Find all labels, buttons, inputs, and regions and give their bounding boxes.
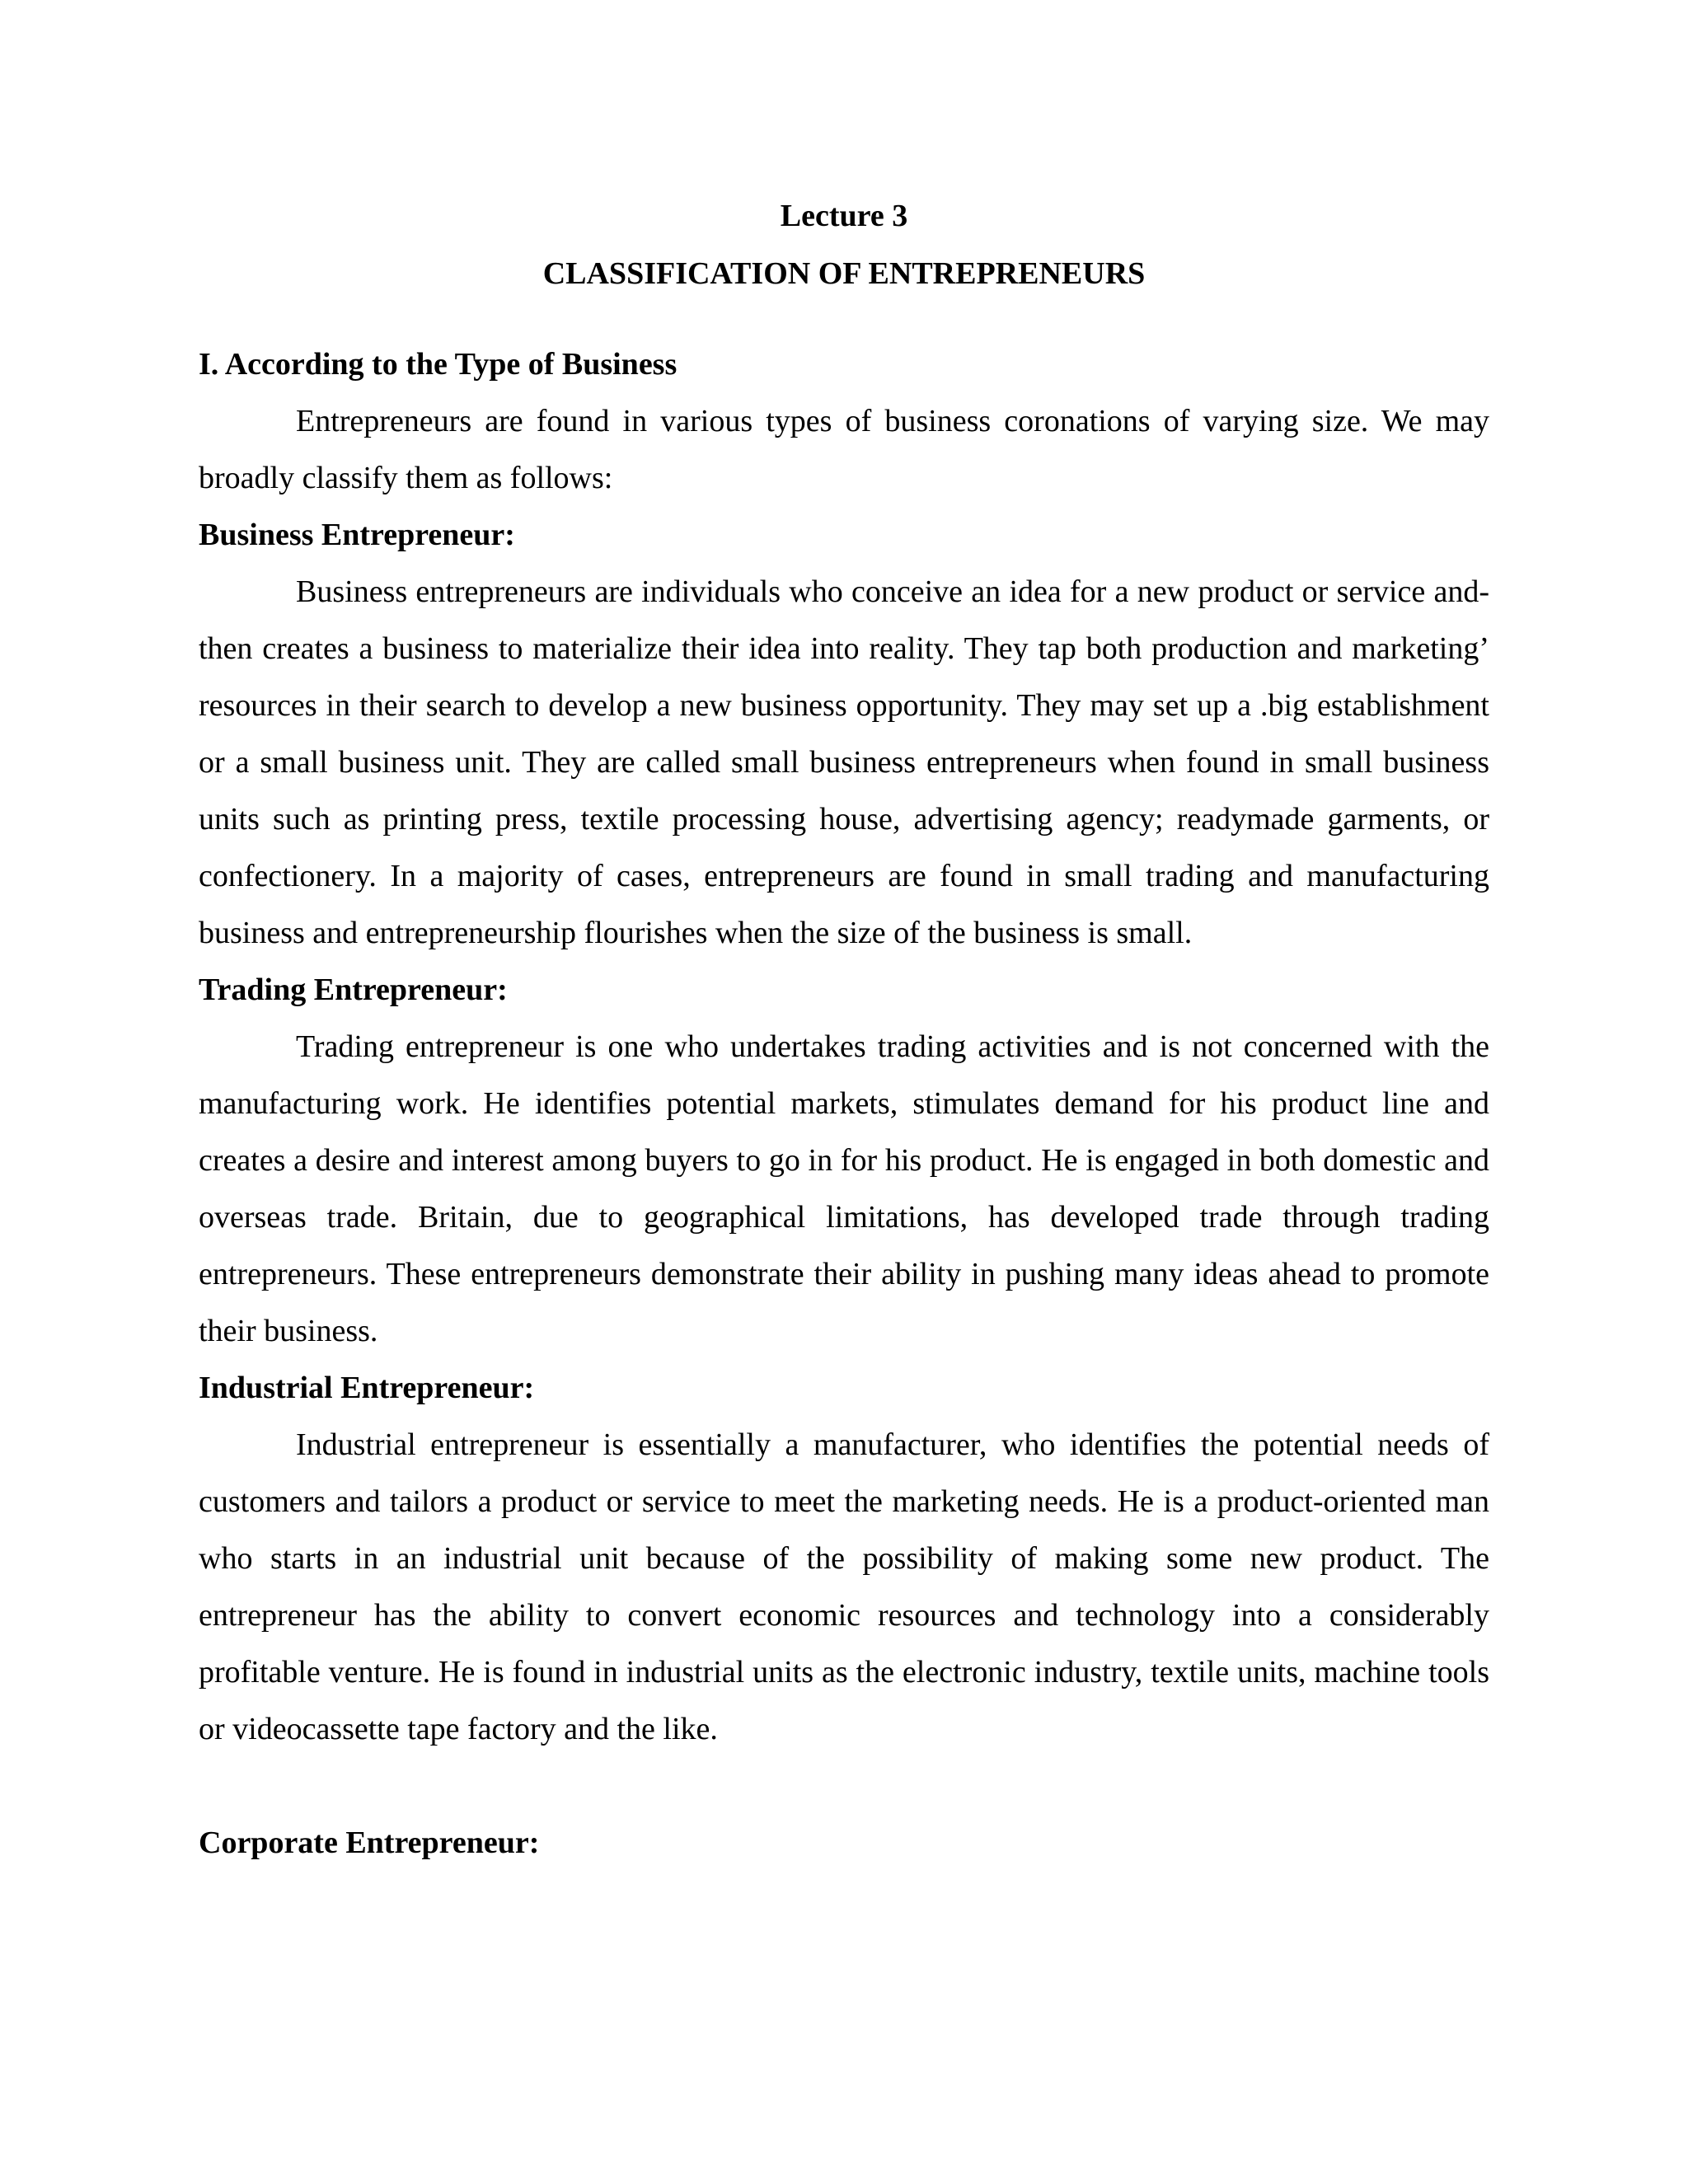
business-entrepreneur-heading: Business Entrepreneur: [199, 518, 515, 552]
business-entrepreneur-paragraph: Business entrepreneurs are individuals who conceive an idea for a new product or service and-then creates a business to materialize their idea into reality. They tap both production and marketing’ resources in their search to develop a new business opportunity. They may set up a .big establishment or a small business unit. They are called small business entrepreneurs when found in small business units such as printing press, textile processing house, advertising agency; readymade garments, or confectionery. In a majority of cases, entrepreneurs are found in small trading and manufacturing business and entrepreneurship flourishes when the size of the business is small. [199, 574, 1489, 950]
lecture-title: Lecture 3 [780, 199, 908, 233]
industrial-entrepreneur-paragraph: Industrial entrepreneur is essentially a manufacturer, who identifies the potential needs of customers and tailors a product or service to meet the marketing needs. He is a product-oriented man who starts in an industrial unit because of the possibility of making some new product. The entrepreneur has the ability to convert economic resources and technology into a considerably profitable venture. He is found in industrial units as the electronic industry, textile units, machine tools or videocassette tape factory and the like. [199, 1427, 1489, 1746]
blank-line [199, 1758, 1489, 1815]
industrial-entrepreneur-heading: Industrial Entrepreneur: [199, 1371, 535, 1405]
main-title: CLASSIFICATION OF ENTREPRENEURS [542, 256, 1146, 291]
trading-entrepreneur-paragraph: Trading entrepreneur is one who undertakes trading activities and is not concerned with the manufacturing work. He identifies potential markets, stimulates demand for his product line and creates a desire and interest among buyers to go in for his product. He is engaged in both domestic and overseas trade. Britain, due to geographical limitations, has developed trade through trading entrepreneurs. These entrepreneurs demonstrate their ability in pushing many ideas ahead to promote their business. [199, 1029, 1489, 1348]
trading-entrepreneur-heading: Trading Entrepreneur: [199, 972, 508, 1007]
intro-paragraph: Entrepreneurs are found in various types of business coronations of varying size. We may broadly classify them as follows: [199, 404, 1489, 495]
section-heading: I. According to the Type of Business [199, 347, 678, 382]
corporate-entrepreneur-heading: Corporate Entrepreneur: [199, 1825, 540, 1860]
document-body [199, 336, 1489, 1872]
